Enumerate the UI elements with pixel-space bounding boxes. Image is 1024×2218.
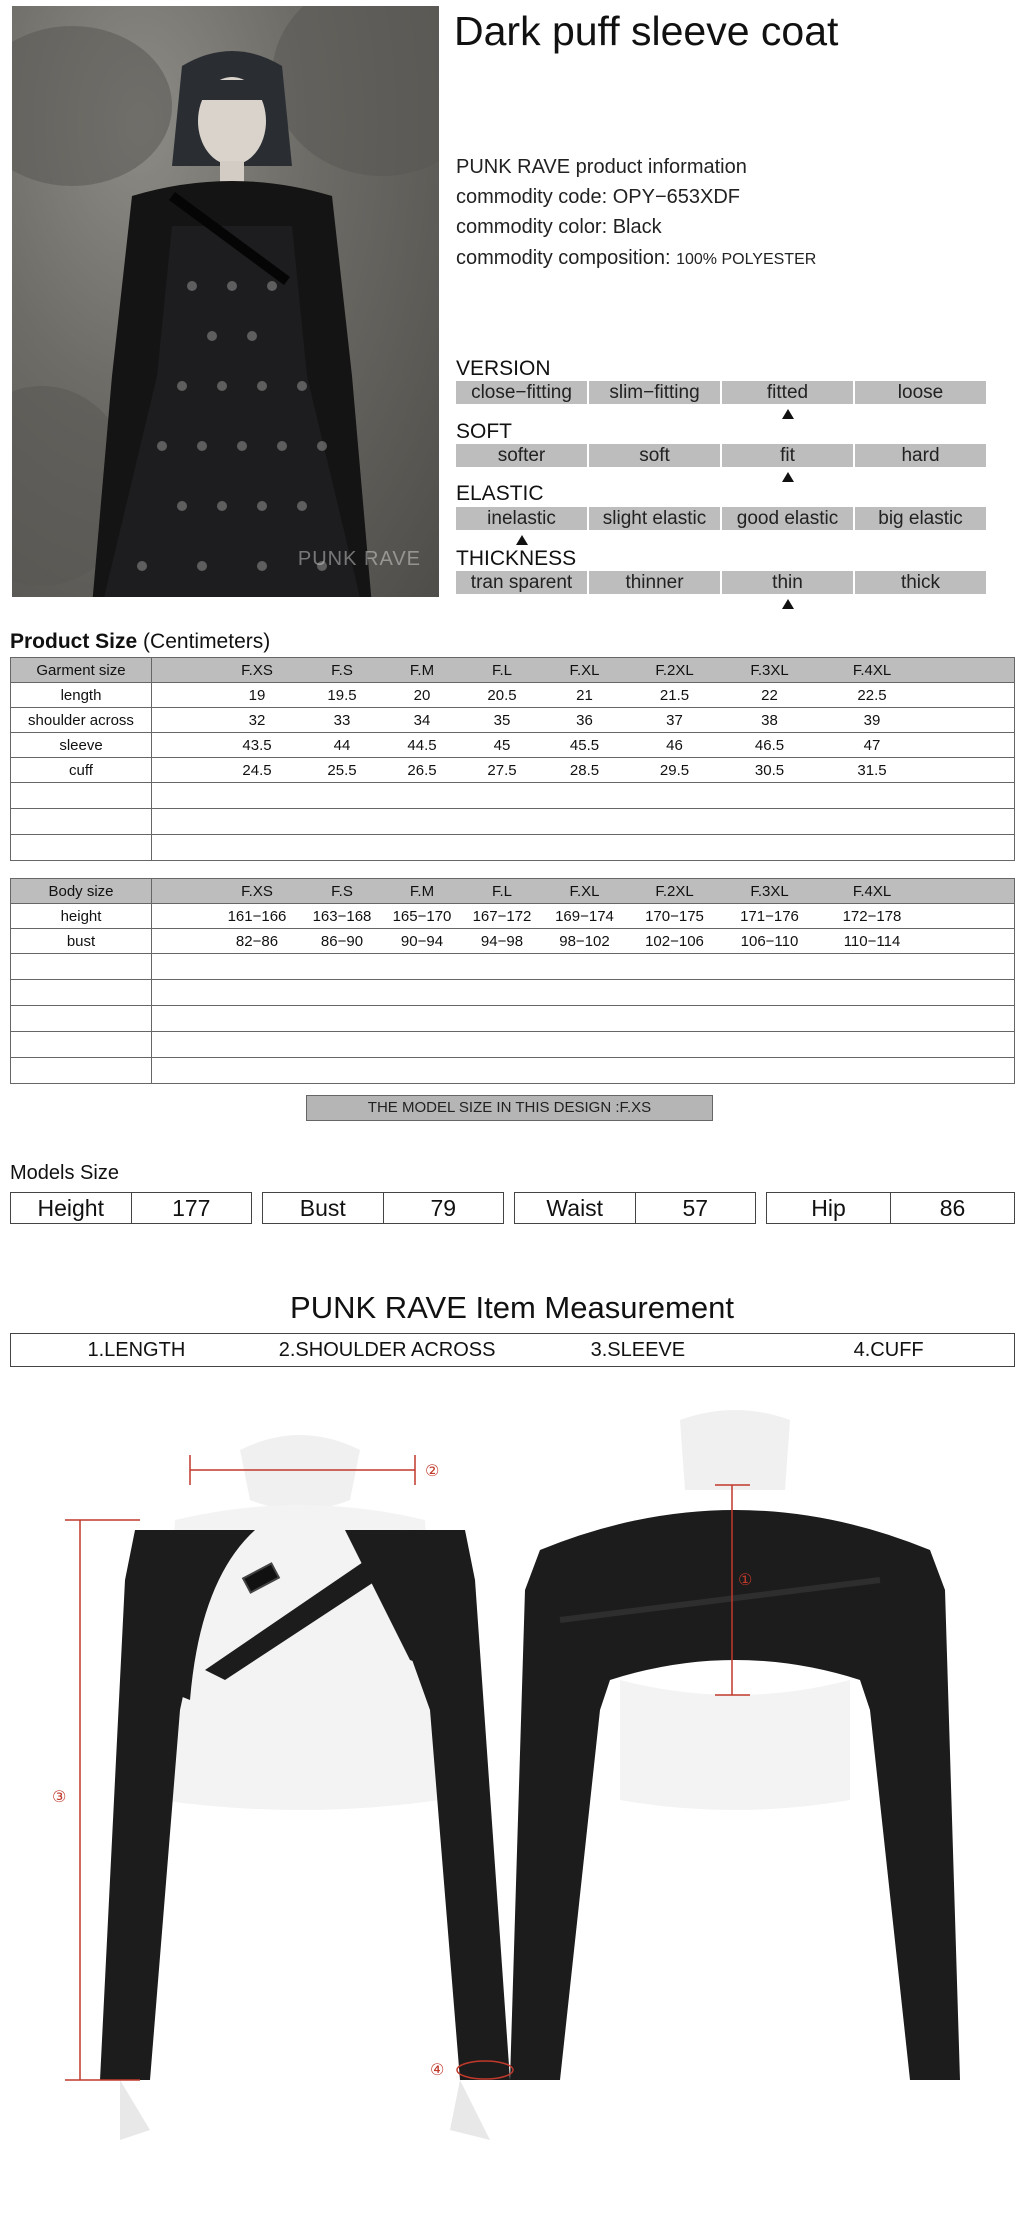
- size-value: 102−106: [645, 932, 704, 950]
- size-column-header: F.L: [491, 661, 512, 679]
- row-label: length: [11, 683, 152, 708]
- row-label: height: [11, 904, 152, 929]
- models-size-title: Models Size: [10, 1162, 119, 1184]
- marker-length: ①: [738, 1572, 753, 1589]
- rating-label: VERSION: [456, 357, 551, 380]
- size-value: 172−178: [842, 907, 902, 925]
- size-column-header: F.2XL: [655, 661, 694, 679]
- commodity-composition: commodity composition: 100% POLYESTER: [456, 247, 817, 269]
- size-value: 39: [863, 711, 881, 729]
- model-measure-key: Bust: [263, 1193, 384, 1223]
- size-value: 86−90: [320, 932, 364, 950]
- rating-option: soft: [589, 444, 720, 467]
- empty-row: [11, 1032, 1015, 1058]
- size-value: 106−110: [740, 932, 799, 950]
- table-row: [11, 733, 1015, 758]
- product-title: Dark puff sleeve coat: [454, 8, 839, 54]
- size-value: 47: [863, 736, 881, 754]
- body-size-table: [10, 878, 1015, 1084]
- size-value: 165−170: [392, 907, 452, 925]
- row-label: cuff: [11, 758, 152, 783]
- empty-row: [11, 783, 1015, 809]
- size-value: 22: [761, 686, 778, 704]
- measurement-item: 2.SHOULDER ACROSS: [278, 1339, 496, 1361]
- size-value: 90−94: [400, 932, 444, 950]
- size-value: 37: [666, 711, 683, 729]
- rating-option: big elastic: [855, 507, 986, 530]
- model-measure-key: Height: [11, 1193, 132, 1223]
- product-size-title: Product Size (Centimeters): [10, 630, 271, 653]
- rating-option: softer: [456, 444, 587, 467]
- rating-option: slight elastic: [589, 507, 720, 530]
- table-row: [11, 758, 1015, 783]
- size-column-header: F.S: [331, 882, 353, 900]
- model-measure-bust: [262, 1192, 504, 1224]
- row-label: sleeve: [11, 733, 152, 758]
- rating-option: thick: [855, 571, 986, 594]
- rating-option: close−fitting: [456, 381, 587, 404]
- table-header-label: Body size: [11, 879, 152, 904]
- rating-option: good elastic: [722, 507, 853, 530]
- size-value: 26.5: [407, 761, 437, 779]
- size-value: 98−102: [559, 932, 610, 950]
- size-value: 82−86: [235, 932, 279, 950]
- size-value: 167−172: [472, 907, 532, 925]
- rating-scale: [456, 444, 986, 467]
- empty-row: [11, 1058, 1015, 1084]
- size-value: 29.5: [659, 761, 690, 779]
- product-photo: [12, 6, 439, 597]
- size-value: 45: [493, 736, 511, 754]
- rating-option: loose: [855, 381, 986, 404]
- size-column-header: F.M: [409, 661, 435, 679]
- size-value: 43.5: [242, 736, 272, 754]
- model-measure-waist: [514, 1192, 756, 1224]
- marker-sleeve: ③: [52, 1789, 67, 1806]
- size-column-header: F.XL: [569, 882, 600, 900]
- info-heading: PUNK RAVE product information: [456, 156, 747, 178]
- commodity-color: commodity color: Black: [456, 216, 662, 238]
- rating-scale: [456, 507, 986, 530]
- size-column-header: F.XS: [241, 661, 273, 679]
- size-column-header: F.3XL: [750, 882, 789, 900]
- model-size-note: THE MODEL SIZE IN THIS DESIGN :F.XS: [306, 1095, 713, 1121]
- photo-watermark: PUNK RAVE: [297, 548, 421, 570]
- rating-option: slim−fitting: [589, 381, 720, 404]
- model-measure-value: 177: [172, 1195, 211, 1221]
- size-value: 36: [576, 711, 593, 729]
- size-column-header: F.S: [331, 661, 353, 679]
- size-value: 22.5: [857, 686, 887, 704]
- size-value: 27.5: [487, 761, 517, 779]
- empty-row: [11, 1006, 1015, 1032]
- table-row: [11, 708, 1015, 733]
- size-value: 35: [493, 711, 511, 729]
- rating-option: tran sparent: [456, 571, 587, 594]
- model-measure-value: 57: [682, 1195, 709, 1221]
- size-value: 19: [248, 686, 266, 704]
- size-value: 170−175: [645, 907, 704, 925]
- size-value: 38: [761, 711, 778, 729]
- empty-row: [11, 954, 1015, 980]
- measurement-item: 1.LENGTH: [87, 1339, 186, 1361]
- empty-row: [11, 835, 1015, 861]
- selected-marker-icon: [782, 599, 794, 609]
- size-column-header: F.4XL: [852, 882, 892, 900]
- size-value: 163−168: [312, 907, 372, 925]
- size-value: 44: [333, 736, 351, 754]
- rating-option: thinner: [589, 571, 720, 594]
- size-value: 110−114: [843, 932, 901, 950]
- size-value: 46.5: [754, 736, 785, 754]
- size-column-header: F.2XL: [655, 882, 694, 900]
- size-column-header: F.XS: [241, 882, 273, 900]
- rating-option: fitted: [722, 381, 853, 404]
- size-value: 21: [576, 686, 593, 704]
- size-value: 161−166: [227, 907, 287, 925]
- size-column-header: F.M: [409, 882, 435, 900]
- size-value: 24.5: [242, 761, 272, 779]
- size-column-header: F.XL: [569, 661, 600, 679]
- marker-cuff: ④: [430, 2062, 445, 2079]
- rating-scale: [456, 571, 986, 594]
- measurement-legend: [10, 1333, 1015, 1367]
- garment-size-table: [10, 657, 1015, 861]
- selected-marker-icon: [782, 472, 794, 482]
- size-column-header: F.3XL: [750, 661, 789, 679]
- measurement-item: 3.SLEEVE: [590, 1339, 686, 1361]
- size-value: 28.5: [569, 761, 600, 779]
- rating-label: THICKNESS: [456, 547, 577, 570]
- commodity-code: commodity code: OPY−653XDF: [456, 186, 741, 208]
- rating-label: SOFT: [456, 420, 512, 443]
- rating-option: inelastic: [456, 507, 587, 530]
- row-label: shoulder across: [11, 708, 152, 733]
- size-value: 33: [333, 711, 351, 729]
- rating-option: hard: [855, 444, 986, 467]
- garment-measurement-diagram: [0, 1380, 1024, 2210]
- size-value: 21.5: [659, 686, 690, 704]
- model-measure-value: 79: [430, 1195, 457, 1221]
- model-measure-value: 86: [939, 1195, 966, 1221]
- back-garment: [510, 1410, 960, 2080]
- size-column-header: F.4XL: [852, 661, 892, 679]
- model-measure-height: [10, 1192, 252, 1224]
- size-value: 32: [248, 711, 266, 729]
- model-measure-hip: [766, 1192, 1015, 1224]
- size-value: 46: [666, 736, 683, 754]
- table-row: [11, 904, 1015, 929]
- rating-option: thin: [722, 571, 853, 594]
- marker-shoulder: ②: [425, 1463, 440, 1480]
- measurement-item: 4.CUFF: [853, 1339, 924, 1361]
- size-value: 34: [413, 711, 431, 729]
- table-header-label: Garment size: [11, 658, 152, 683]
- empty-row: [11, 809, 1015, 835]
- selected-marker-icon: [516, 535, 528, 545]
- size-value: 94−98: [480, 932, 524, 950]
- size-value: 25.5: [327, 761, 357, 779]
- size-value: 19.5: [327, 686, 357, 704]
- size-value: 171−176: [740, 907, 799, 925]
- table-row: [11, 683, 1015, 708]
- empty-row: [11, 980, 1015, 1006]
- size-value: 169−174: [555, 907, 614, 925]
- size-value: 44.5: [407, 736, 437, 754]
- model-figure: [72, 46, 392, 597]
- rating-option: fit: [722, 444, 853, 467]
- size-value: 30.5: [754, 761, 785, 779]
- size-value: 20: [413, 686, 431, 704]
- size-column-header: F.L: [491, 882, 512, 900]
- model-measure-key: Waist: [515, 1193, 636, 1223]
- rating-scale: [456, 381, 986, 404]
- model-measure-key: Hip: [767, 1193, 891, 1223]
- size-value: 31.5: [857, 761, 887, 779]
- size-value: 20.5: [487, 686, 517, 704]
- table-row: [11, 929, 1015, 954]
- rating-label: ELASTIC: [456, 482, 544, 505]
- row-label: bust: [11, 929, 152, 954]
- size-value: 45.5: [569, 736, 600, 754]
- selected-marker-icon: [782, 409, 794, 419]
- measurement-title: PUNK RAVE Item Measurement: [290, 1290, 734, 1325]
